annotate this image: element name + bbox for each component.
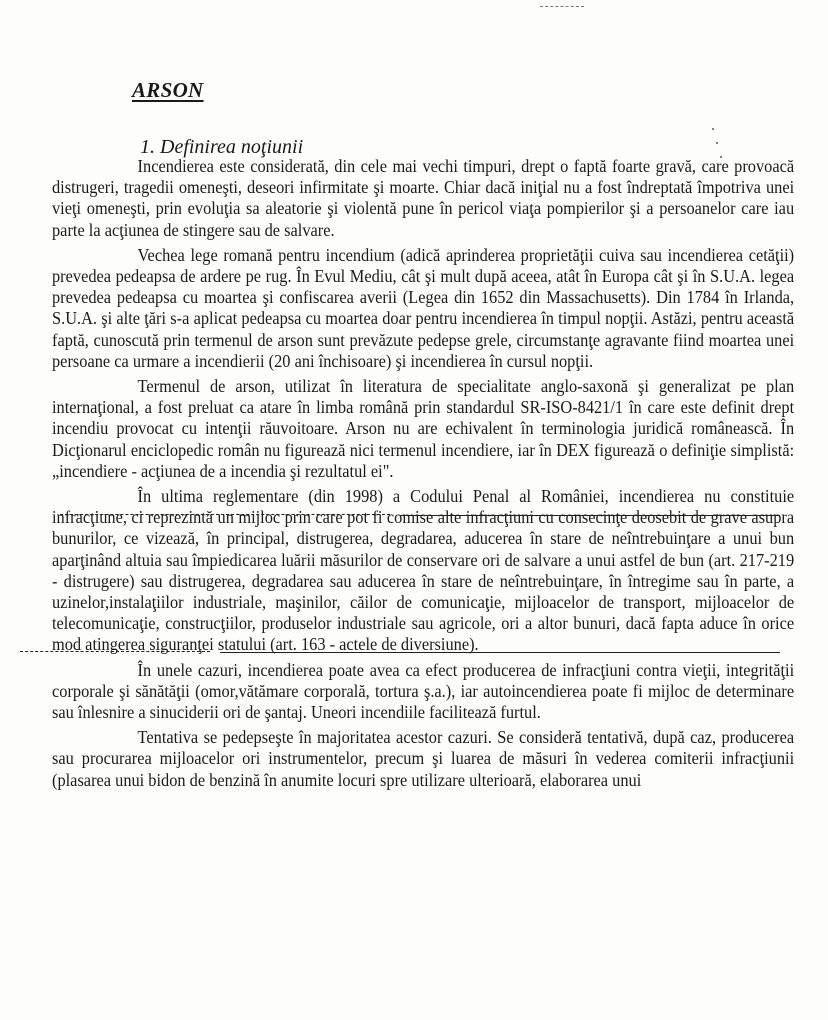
- strikethrough-mark: [60, 514, 390, 515]
- strikethrough-mark: [400, 515, 780, 516]
- paragraph-6: Tentativa se pedepseşte în majoritatea acestor cazuri. Se consideră tentativă, după caz, producerea sau procurarea mijloacelor ori instrumentelor, precum şi luarea de măsuri în vederea comiterii infracţiunii (plasarea unui bidon de benzină în anumite locuri spre utilizare ulterioară, elaborarea unui: [52, 727, 795, 790]
- paragraph-1: Incendierea este considerată, din cele mai vechi timpuri, drept o faptă foarte gravă, care provoacă distrugeri, tragedii omeneşti, deseori infirmitate şi moarte. Chiar dacă iniţial nu a fost îndreptată împotriva unei vieţi omeneşti, prin evoluţia sa aleatorie şi violentă pune în pericol viaţa pompierilor şi a persoanelor care iau parte la acţiunea de stingere sau de salvare.: [52, 156, 795, 240]
- section-heading: 1. Definirea noţiunii: [140, 136, 304, 158]
- strikethrough-mark: [220, 652, 780, 653]
- document-body: [52, 156, 794, 791]
- document-title: ARSON: [132, 78, 204, 102]
- scan-artifact: [540, 6, 584, 7]
- scan-speck: [712, 128, 714, 130]
- paragraph-3: Termenul de arson, utilizat în literatura de specialitate anglo-saxonă şi generalizat pe plan internaţional, a fost preluat ca atare în limba română prin standardul SR-ISO-8421/1 în care este definit drept incendiu provocat cu intenţii răuvoitoare. Arson nu are echivalent în terminologia juridică românească. În Dicţionarul enciclopedic român nu figurează nici termenul incendiere, iar în DEX figurează o definiţie simplistă: „incendiere - acţiunea de a incendia şi rezultatul ei".: [52, 376, 795, 481]
- scan-speck: [716, 142, 718, 144]
- paragraph-4: În ultima reglementare (din 1998) a Codului Penal al României, incendierea nu constituie infracţiune, ci reprezintă un mijloc prin care pot fi comise alte infracţiuni cu consecinţe deosebit de grave asupra bunurilor, ce vizează, în principal, distrugerea, degradarea, aducerea în stare de neîntrebuinţare a unui bun aparţinând altuia sau împiedicarea luării măsurilor de conservare ori de salvare a unui astfel de bun (art. 217-219 - distrugere) sau distrugerea, degradarea sau aducerea în stare de neîntrebuinţare, în întregime sau în parte, a uzinelor,instalaţiilor industriale, maşinilor, căilor de comunicaţie, mijloacelor de transport, mijloacelor de telecomunicaţie, construcţiilor, produselor industriale sau agricole, ori a altor bunuri, dacă fapta aduce în orice mod atingerea siguranţei statului (art. 163 - actele de diversiune).: [52, 486, 795, 655]
- paragraph-5: În unele cazuri, incendierea poate avea ca efect producerea de infracţiuni contra vieţii, integrităţii corporale şi sănătăţii (omor,vătămare corporală, tortura ş.a.), iar autoincendierea poate fi mijloc de determinare sau înlesnire a sinuciderii ori de şantaj. Uneori incendiile facilitează furtul.: [52, 659, 795, 723]
- strikethrough-mark: [20, 651, 210, 652]
- paragraph-2: Vechea lege romană pentru incendium (adică aprinderea proprietăţii cuiva sau incendierea cetăţii) prevedea pedeapsa de ardere pe rug. În Evul Mediu, cât şi mult după aceea, atât în Europa cât şi în S.U.A. legea prevedea pedeapsa cu moartea şi confiscarea averii (Legea din 1652 din Massachusetts). Din 1784 în Irlanda, S.U.A. şi alte ţări s-a aplicat pedeapsa cu moartea doar pentru incendierea în timpul nopţii. Astăzi, pentru această faptă, cunoscută prin termenul de arson sunt prevăzute pedepse grele, circumstanţe agravante fiind moartea unei persoane ca urmare a incendierii (20 ani închisoare) şi incendierea în cursul nopţii.: [52, 244, 795, 371]
